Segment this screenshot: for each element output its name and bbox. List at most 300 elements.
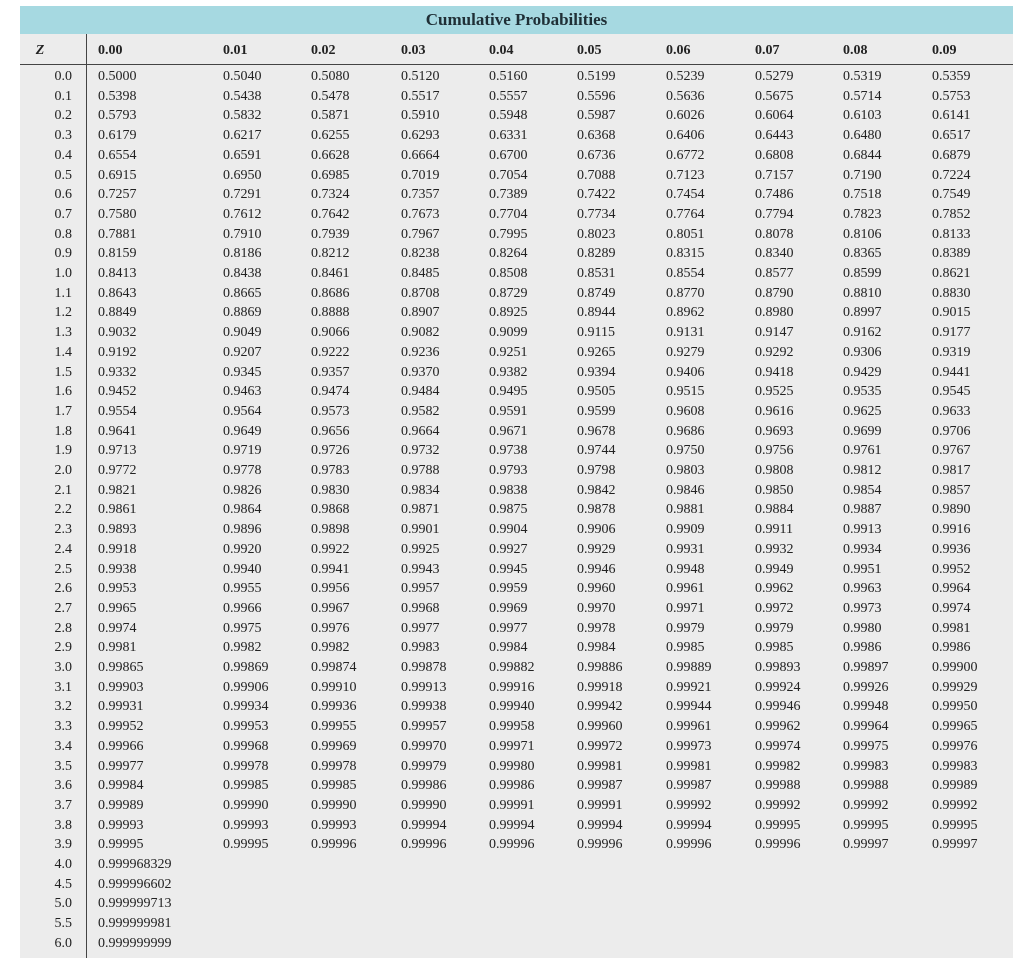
probability-cell: 0.9983 <box>401 640 440 656</box>
probability-cell: 0.8186 <box>223 246 262 262</box>
probability-cell: 0.9949 <box>755 561 794 577</box>
probability-cell: 0.9943 <box>401 561 440 577</box>
probability-cell: 0.5871 <box>311 108 350 124</box>
probability-cell: 0.8485 <box>401 266 440 281</box>
probability-cell: 0.5160 <box>489 69 528 84</box>
probability-cell: 0.99900 <box>932 660 978 675</box>
probability-cell: 0.9394 <box>577 364 616 380</box>
table-row <box>20 894 1013 914</box>
probability-cell: 0.7291 <box>223 187 262 203</box>
probability-cell: 0.7422 <box>577 187 616 203</box>
table-row <box>20 402 1013 422</box>
probability-cell: 0.9974 <box>932 600 971 616</box>
probability-cell: 0.5478 <box>311 88 350 104</box>
z-value: 2.1 <box>54 482 72 498</box>
probability-cell: 0.5832 <box>223 108 262 124</box>
probability-cell: 0.9515 <box>666 384 705 400</box>
probability-cell: 0.9761 <box>843 443 882 459</box>
probability-cell: 0.8888 <box>311 305 350 321</box>
probability-cell: 0.7764 <box>666 206 705 222</box>
probability-cell: 0.99970 <box>401 738 447 754</box>
probability-cell: 0.9922 <box>311 541 350 557</box>
z-value: 3.1 <box>54 679 72 695</box>
z-value: 0.8 <box>54 226 72 242</box>
probability-cell: 0.9265 <box>577 344 616 360</box>
probability-cell: 0.9948 <box>666 561 705 577</box>
probability-cell: 0.9890 <box>932 502 971 518</box>
table-row <box>20 717 1013 737</box>
probability-cell: 0.99983 <box>843 758 889 774</box>
table-row <box>20 737 1013 757</box>
probability-cell: 0.9115 <box>577 325 615 341</box>
probability-cell: 0.9803 <box>666 463 705 478</box>
probability-cell: 0.9319 <box>932 344 971 360</box>
table-title: Cumulative Probabilities <box>20 6 1013 34</box>
z-value: 1.6 <box>54 384 72 400</box>
probability-cell: 0.8980 <box>755 305 794 321</box>
table-row <box>20 363 1013 383</box>
probability-cell: 0.99966 <box>98 738 144 754</box>
probability-cell: 0.9633 <box>932 403 971 419</box>
table-row <box>20 205 1013 225</box>
probability-cell: 0.9842 <box>577 482 616 498</box>
probability-cell: 0.9946 <box>577 561 616 577</box>
probability-cell: 0.9162 <box>843 325 882 341</box>
probability-cell: 0.6950 <box>223 167 262 183</box>
probability-cell: 0.9788 <box>401 463 440 478</box>
probability-cell: 0.8944 <box>577 305 616 321</box>
probability-cell: 0.5359 <box>932 69 971 84</box>
probability-cell: 0.9222 <box>311 344 350 360</box>
probability-cell: 0.5279 <box>755 69 794 84</box>
probability-cell: 0.9192 <box>98 344 137 360</box>
probability-cell: 0.9756 <box>755 443 794 459</box>
probability-cell: 0.99977 <box>98 758 144 774</box>
probability-cell: 0.99988 <box>843 778 889 794</box>
probability-cell: 0.7995 <box>489 226 528 242</box>
z-value: 1.3 <box>54 325 72 341</box>
probability-cell: 0.99982 <box>755 758 801 774</box>
probability-cell: 0.9971 <box>666 600 705 616</box>
probability-cell: 0.99990 <box>311 797 357 813</box>
probability-cell: 0.9699 <box>843 423 882 439</box>
probability-cell: 0.9970 <box>577 600 616 616</box>
probability-cell: 0.9783 <box>311 463 350 478</box>
table-row <box>20 934 1013 954</box>
probability-cell: 0.9177 <box>932 325 971 341</box>
probability-cell: 0.8389 <box>932 246 971 262</box>
probability-cell: 0.9808 <box>755 463 794 478</box>
probability-cell: 0.7486 <box>755 187 794 203</box>
z-value: 0.1 <box>54 88 72 104</box>
probability-cell: 0.8621 <box>932 266 971 281</box>
probability-cell: 0.99971 <box>489 738 535 754</box>
probability-cell: 0.9938 <box>98 561 137 577</box>
probability-cell: 0.9846 <box>666 482 705 498</box>
probability-cell: 0.9934 <box>843 541 882 557</box>
probability-cell: 0.99969 <box>311 738 357 754</box>
probability-cell: 0.9616 <box>755 403 794 419</box>
table-row <box>20 816 1013 836</box>
probability-cell: 0.99973 <box>666 738 712 754</box>
probability-cell: 0.99957 <box>401 719 447 735</box>
probability-cell: 0.6179 <box>98 128 137 144</box>
probability-cell: 0.99992 <box>843 797 889 813</box>
probability-cell: 0.9693 <box>755 423 794 439</box>
probability-cell: 0.7939 <box>311 226 350 242</box>
probability-cell: 0.9963 <box>843 581 882 597</box>
probability-cell: 0.9535 <box>843 384 882 400</box>
probability-cell: 0.8907 <box>401 305 440 321</box>
probability-cell: 0.7910 <box>223 226 262 242</box>
probability-cell: 0.9582 <box>401 403 440 419</box>
probability-cell: 0.9418 <box>755 364 794 380</box>
probability-cell: 0.99994 <box>666 817 712 833</box>
probability-cell: 0.9857 <box>932 482 971 498</box>
table-row <box>20 106 1013 126</box>
probability-cell: 0.7881 <box>98 226 137 242</box>
probability-cell: 0.9932 <box>755 541 794 557</box>
table-row <box>20 875 1013 895</box>
z-value: 4.0 <box>54 857 72 872</box>
probability-cell: 0.5517 <box>401 88 440 104</box>
probability-cell: 0.9564 <box>223 403 262 419</box>
probability-cell: 0.9484 <box>401 384 440 400</box>
z-value: 1.5 <box>54 364 72 380</box>
probability-cell: 0.7389 <box>489 187 528 203</box>
probability-cell: 0.9554 <box>98 403 137 419</box>
probability-cell: 0.9974 <box>98 620 137 636</box>
probability-cell: 0.9936 <box>932 541 971 557</box>
probability-cell: 0.9975 <box>223 620 262 636</box>
probability-cell: 0.9951 <box>843 561 882 577</box>
probability-cell: 0.99882 <box>489 660 535 675</box>
probability-cell: 0.9984 <box>489 640 528 656</box>
probability-cell: 0.7088 <box>577 167 616 183</box>
z-value: 1.8 <box>54 423 72 439</box>
probability-cell: 0.9573 <box>311 403 350 419</box>
probability-cell: 0.99995 <box>98 837 144 853</box>
probability-cell: 0.99993 <box>311 817 357 833</box>
probability-cell: 0.5319 <box>843 69 882 84</box>
probability-cell: 0.7157 <box>755 167 794 183</box>
probability-cell: 0.99962 <box>755 719 801 735</box>
probability-cell: 0.9441 <box>932 364 971 380</box>
probability-cell: 0.9744 <box>577 443 616 459</box>
probability-cell: 0.99878 <box>401 660 447 675</box>
probability-cell: 0.9911 <box>755 522 793 538</box>
probability-cell: 0.8315 <box>666 246 705 262</box>
probability-cell: 0.99893 <box>755 660 801 675</box>
z-value: 3.4 <box>54 738 72 754</box>
probability-cell: 0.9979 <box>755 620 794 636</box>
probability-cell: 0.99975 <box>843 738 889 754</box>
table-row <box>20 264 1013 284</box>
probability-cell: 0.8925 <box>489 305 528 321</box>
probability-cell: 0.9980 <box>843 620 882 636</box>
probability-cell: 0.6331 <box>489 128 528 144</box>
probability-cell: 0.9292 <box>755 344 794 360</box>
table-row <box>20 638 1013 658</box>
probability-cell: 0.9850 <box>755 482 794 498</box>
probability-cell: 0.9868 <box>311 502 350 518</box>
table-row <box>20 697 1013 717</box>
probability-cell: 0.6700 <box>489 147 528 163</box>
probability-cell: 0.5080 <box>311 69 350 84</box>
table-row <box>20 166 1013 186</box>
probability-cell: 0.99916 <box>489 679 535 695</box>
probability-cell: 0.99978 <box>223 758 269 774</box>
probability-cell: 0.7357 <box>401 187 440 203</box>
probability-cell: 0.9838 <box>489 482 528 498</box>
probability-cell: 0.9927 <box>489 541 528 557</box>
probability-cell: 0.9545 <box>932 384 971 400</box>
probability-cell: 0.9956 <box>311 581 350 597</box>
z-value: 3.8 <box>54 817 72 833</box>
z-value: 5.0 <box>54 896 72 912</box>
probability-cell: 0.7612 <box>223 206 262 222</box>
table-row <box>20 343 1013 363</box>
column-header: 0.04 <box>489 43 514 58</box>
probability-cell: 0.9884 <box>755 502 794 518</box>
probability-cell: 0.8708 <box>401 285 440 301</box>
z-value: 3.9 <box>54 837 72 853</box>
probability-cell: 0.999999999 <box>98 935 172 951</box>
probability-cell: 0.9382 <box>489 364 528 380</box>
column-header: 0.03 <box>401 43 426 58</box>
probability-cell: 0.9931 <box>666 541 705 557</box>
probability-cell: 0.9738 <box>489 443 528 459</box>
table-row <box>20 678 1013 698</box>
probability-cell: 0.9985 <box>755 640 794 656</box>
table-row <box>20 441 1013 461</box>
probability-cell: 0.6517 <box>932 128 971 144</box>
probability-cell: 0.99974 <box>755 738 801 754</box>
probability-cell: 0.99924 <box>755 679 801 695</box>
probability-cell: 0.9370 <box>401 364 440 380</box>
probability-cell: 0.9961 <box>666 581 705 597</box>
probability-cell: 0.8643 <box>98 285 137 301</box>
probability-cell: 0.99981 <box>666 758 712 774</box>
probability-cell: 0.9772 <box>98 463 137 478</box>
probability-cell: 0.6844 <box>843 147 882 163</box>
probability-cell: 0.6915 <box>98 167 137 183</box>
z-value: 2.3 <box>54 522 72 538</box>
probability-cell: 0.8238 <box>401 246 440 262</box>
probability-cell: 0.9861 <box>98 502 137 518</box>
z-value: 3.7 <box>54 797 72 813</box>
probability-cell: 0.6443 <box>755 128 794 144</box>
probability-cell: 0.9925 <box>401 541 440 557</box>
probability-cell: 0.5793 <box>98 108 137 124</box>
probability-cell: 0.9406 <box>666 364 705 380</box>
table-row <box>20 284 1013 304</box>
probability-cell: 0.7518 <box>843 187 882 203</box>
probability-cell: 0.9893 <box>98 522 137 538</box>
table-row <box>20 560 1013 580</box>
probability-cell: 0.7549 <box>932 187 971 203</box>
probability-cell: 0.6664 <box>401 147 440 163</box>
probability-cell: 0.6879 <box>932 147 971 163</box>
probability-cell: 0.8133 <box>932 226 971 242</box>
probability-cell: 0.9978 <box>577 620 616 636</box>
probability-cell: 0.99972 <box>577 738 623 754</box>
table-row <box>20 658 1013 678</box>
probability-cell: 0.99978 <box>311 758 357 774</box>
probability-cell: 0.999996602 <box>98 876 172 892</box>
column-header: 0.01 <box>223 43 248 58</box>
probability-cell: 0.9871 <box>401 502 440 518</box>
probability-cell: 0.99958 <box>489 719 535 735</box>
probability-cell: 0.9982 <box>311 640 350 656</box>
probability-cell: 0.5910 <box>401 108 440 124</box>
probability-cell: 0.99950 <box>932 699 978 715</box>
table-row <box>20 796 1013 816</box>
probability-cell: 0.9986 <box>932 640 971 656</box>
probability-cell: 0.6808 <box>755 147 794 163</box>
probability-cell: 0.9896 <box>223 522 262 538</box>
probability-cell: 0.99995 <box>755 817 801 833</box>
probability-cell: 0.99903 <box>98 679 144 695</box>
probability-cell: 0.9049 <box>223 325 262 341</box>
z-value: 2.6 <box>54 581 72 597</box>
table-row <box>20 303 1013 323</box>
probability-cell: 0.9881 <box>666 502 705 518</box>
probability-cell: 0.99987 <box>666 778 712 794</box>
z-value: 3.6 <box>54 778 72 794</box>
z-value: 5.5 <box>54 916 72 932</box>
probability-cell: 0.999999713 <box>98 896 172 912</box>
probability-cell: 0.9941 <box>311 561 350 577</box>
probability-cell: 0.99994 <box>489 817 535 833</box>
probability-cell: 0.9591 <box>489 403 528 419</box>
probability-cell: 0.99996 <box>311 837 357 853</box>
probability-cell: 0.99865 <box>98 660 144 675</box>
probability-cell: 0.9678 <box>577 423 616 439</box>
z-value: 2.4 <box>54 541 72 557</box>
probability-cell: 0.99874 <box>311 660 357 675</box>
probability-cell: 0.9452 <box>98 384 137 400</box>
probability-cell: 0.999999981 <box>98 916 172 932</box>
probability-cell: 0.99994 <box>577 817 623 833</box>
probability-cell: 0.5557 <box>489 88 528 104</box>
probability-cell: 0.9826 <box>223 482 262 498</box>
z-value: 1.0 <box>54 266 72 281</box>
table-row <box>20 757 1013 777</box>
probability-cell: 0.6480 <box>843 128 882 144</box>
column-header: 0.06 <box>666 43 691 58</box>
probability-cell: 0.99997 <box>843 837 889 853</box>
probability-cell: 0.6554 <box>98 147 137 163</box>
probability-cell: 0.9713 <box>98 443 137 459</box>
probability-cell: 0.8665 <box>223 285 262 301</box>
probability-cell: 0.9960 <box>577 581 616 597</box>
z-value: 1.9 <box>54 443 72 459</box>
probability-cell: 0.99929 <box>932 679 978 695</box>
probability-cell: 0.6591 <box>223 147 262 163</box>
table-row <box>20 126 1013 146</box>
probability-cell: 0.9750 <box>666 443 705 459</box>
probability-cell: 0.99886 <box>577 660 623 675</box>
z-value: 0.2 <box>54 108 72 124</box>
probability-cell: 0.99988 <box>755 778 801 794</box>
z-value: 1.1 <box>54 285 72 301</box>
probability-cell: 0.99921 <box>666 679 712 695</box>
z-value: 3.2 <box>54 699 72 715</box>
probability-cell: 0.6064 <box>755 108 794 124</box>
probability-cell: 0.8849 <box>98 305 137 321</box>
probability-cell: 0.9505 <box>577 384 616 400</box>
probability-cell: 0.9279 <box>666 344 705 360</box>
probability-cell: 0.99986 <box>401 778 447 794</box>
probability-cell: 0.9929 <box>577 541 616 557</box>
probability-cell: 0.99994 <box>401 817 447 833</box>
probability-cell: 0.9357 <box>311 364 350 380</box>
probability-cell: 0.9965 <box>98 600 137 616</box>
probability-cell: 0.9131 <box>666 325 705 341</box>
z-value: 0.0 <box>54 69 72 84</box>
probability-cell: 0.9015 <box>932 305 971 321</box>
probability-cell: 0.99913 <box>401 679 447 695</box>
table-row <box>20 67 1013 87</box>
probability-cell: 0.6103 <box>843 108 882 124</box>
probability-cell: 0.9940 <box>223 561 262 577</box>
probability-cell: 0.99980 <box>489 758 535 774</box>
probability-cell: 0.6628 <box>311 147 350 163</box>
table-row <box>20 422 1013 442</box>
column-header: 0.05 <box>577 43 602 58</box>
probability-cell: 0.99968 <box>223 738 269 754</box>
probability-cell: 0.6985 <box>311 167 350 183</box>
probability-cell: 0.9625 <box>843 403 882 419</box>
probability-cell: 0.6217 <box>223 128 262 144</box>
z-value: 2.9 <box>54 640 72 656</box>
probability-cell: 0.8749 <box>577 285 616 301</box>
probability-cell: 0.9916 <box>932 522 971 538</box>
probability-cell: 0.99992 <box>932 797 978 813</box>
probability-cell: 0.9147 <box>755 325 794 341</box>
probability-cell: 0.9909 <box>666 522 705 538</box>
probability-cell: 0.9979 <box>666 620 705 636</box>
probability-cell: 0.8686 <box>311 285 350 301</box>
probability-cell: 0.9082 <box>401 325 440 341</box>
probability-cell: 0.99960 <box>577 719 623 735</box>
probability-cell: 0.99995 <box>223 837 269 853</box>
probability-cell: 0.9207 <box>223 344 262 360</box>
probability-cell: 0.9834 <box>401 482 440 498</box>
probability-cell: 0.8461 <box>311 266 350 281</box>
probability-cell: 0.99936 <box>311 699 357 715</box>
probability-cell: 0.9981 <box>932 620 971 636</box>
probability-cell: 0.8264 <box>489 246 528 262</box>
probability-cell: 0.99987 <box>577 778 623 794</box>
probability-cell: 0.9686 <box>666 423 705 439</box>
probability-cell: 0.9972 <box>755 600 794 616</box>
probability-cell: 0.9767 <box>932 443 971 459</box>
probability-cell: 0.5000 <box>98 69 137 84</box>
probability-cell: 0.99942 <box>577 699 623 715</box>
probability-cell: 0.99992 <box>666 797 712 813</box>
probability-cell: 0.99946 <box>755 699 801 715</box>
table-row <box>20 619 1013 639</box>
probability-cell: 0.7324 <box>311 187 350 203</box>
probability-cell: 0.99918 <box>577 679 623 695</box>
probability-cell: 0.99983 <box>932 758 978 774</box>
probability-cell: 0.7852 <box>932 206 971 222</box>
table-row <box>20 914 1013 934</box>
probability-cell: 0.9599 <box>577 403 616 419</box>
probability-cell: 0.99989 <box>98 797 144 813</box>
